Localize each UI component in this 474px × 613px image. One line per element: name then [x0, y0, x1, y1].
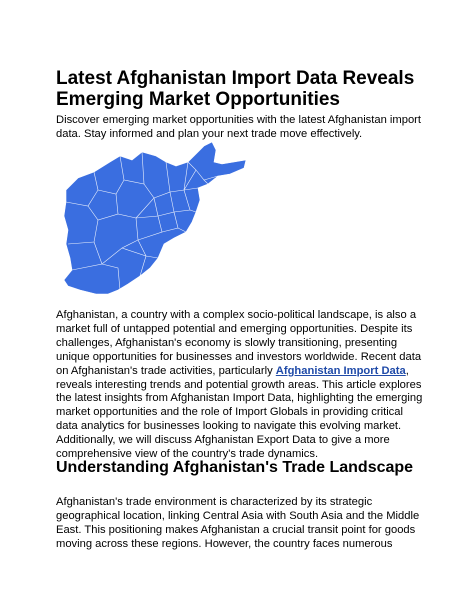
page-title: Latest Afghanistan Import Data Reveals Emerging Market Opportunities — [56, 68, 415, 110]
section-heading: Understanding Afghanistan's Trade Landscape — [56, 459, 414, 476]
section-paragraph: Afghanistan's trade environment is characterized by its strategic geographical location, linking Central Asia with South Asia and the Middle East. This positioning makes Afghanistan a crucial transit point for goods moving across these regions. However, the country faces numerous — [56, 496, 420, 550]
afghanistan-map — [58, 140, 248, 298]
body-text-part1: Afghanistan, a country with a complex socio-political landscape, is also a market full of untapped potential and emerging opportunities. Despite its challenges, Afghanistan's economy is slowly transitioning, presenting unique opportunities for businesses and investors worldwide. Recent data on Afghanistan's trade activities, particularly — [56, 309, 422, 377]
afghanistan-import-data-link[interactable]: Afghanistan Import Data — [275, 364, 406, 377]
map-country-shape — [64, 142, 246, 294]
afghanistan-map-graphic — [58, 140, 248, 298]
body-text-part2: , reveals interesting trends and potential growth areas. This article explores the latest insights from Afghanistan Import Data, highlighting the emerging market opportunities and the role of Import Globals in providing critical data analytics for businesses looking to navigate this evolving market. Additionally, we will discuss Afghanistan Export Data to give a more comprehensive view of the country's trade dynamics. — [56, 364, 423, 461]
intro-paragraph: Discover emerging market opportunities with the latest Afghanistan import data. Stay informed and plan your next trade move effectively. — [56, 114, 422, 140]
body-paragraph — [56, 309, 424, 462]
